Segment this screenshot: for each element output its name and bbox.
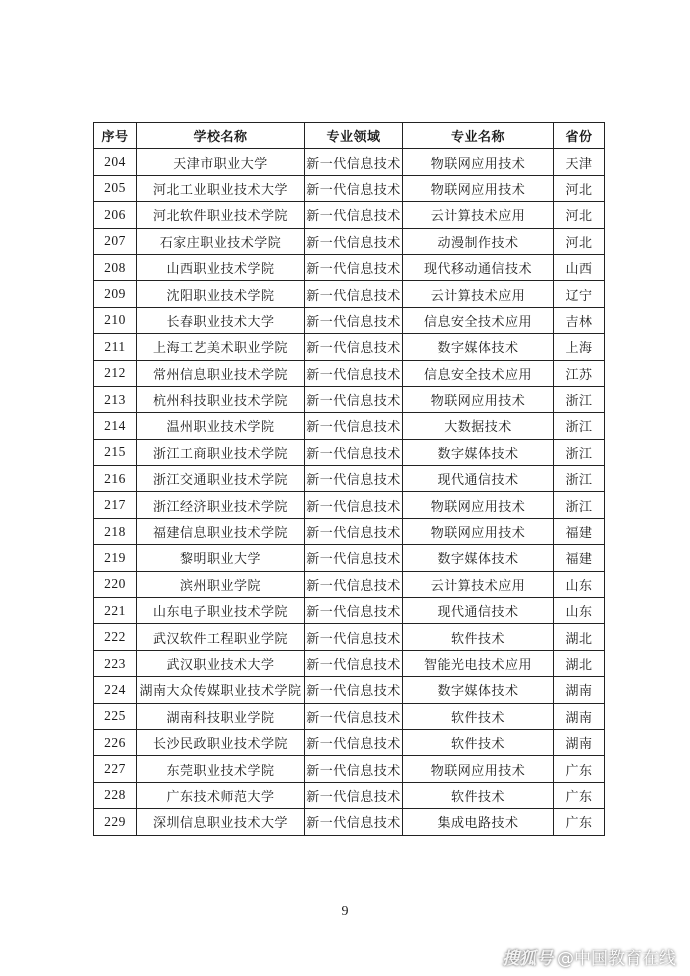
cell-no: 221 (94, 598, 137, 624)
cell-school: 山西职业技术学院 (137, 254, 305, 280)
table-header-row (94, 123, 605, 149)
cell-province: 湖南 (554, 677, 605, 703)
header-major: 专业名称 (403, 123, 554, 149)
cell-school: 山东电子职业技术学院 (137, 598, 305, 624)
cell-school: 石家庄职业技术学院 (137, 228, 305, 254)
cell-no: 214 (94, 413, 137, 439)
cell-no: 206 (94, 202, 137, 228)
table-row (94, 809, 605, 835)
cell-school: 武汉软件工程职业学院 (137, 624, 305, 650)
cell-major: 物联网应用技术 (403, 756, 554, 782)
cell-school: 长春职业技术大学 (137, 307, 305, 333)
table-row (94, 360, 605, 386)
cell-no: 216 (94, 466, 137, 492)
header-field: 专业领域 (305, 123, 403, 149)
cell-school: 河北软件职业技术学院 (137, 202, 305, 228)
cell-major: 物联网应用技术 (403, 149, 554, 175)
cell-school: 湖南大众传媒职业技术学院 (137, 677, 305, 703)
cell-field: 新一代信息技术 (305, 149, 403, 175)
cell-school: 天津市职业大学 (137, 149, 305, 175)
table-row (94, 571, 605, 597)
table-row (94, 518, 605, 544)
cell-province: 浙江 (554, 413, 605, 439)
cell-province: 河北 (554, 202, 605, 228)
cell-no: 215 (94, 439, 137, 465)
table-row (94, 598, 605, 624)
cell-province: 湖南 (554, 703, 605, 729)
cell-province: 上海 (554, 334, 605, 360)
cell-province: 广东 (554, 756, 605, 782)
table-row (94, 334, 605, 360)
table-row (94, 677, 605, 703)
cell-school: 滨州职业学院 (137, 571, 305, 597)
cell-major: 集成电路技术 (403, 809, 554, 835)
cell-major: 物联网应用技术 (403, 175, 554, 201)
cell-major: 现代通信技术 (403, 598, 554, 624)
cell-school: 深圳信息职业技术大学 (137, 809, 305, 835)
cell-no: 226 (94, 729, 137, 755)
header-province: 省份 (554, 123, 605, 149)
watermark-account: @中国教育在线 (557, 949, 676, 969)
cell-school: 温州职业技术学院 (137, 413, 305, 439)
cell-province: 山东 (554, 571, 605, 597)
cell-province: 福建 (554, 545, 605, 571)
table-row (94, 228, 605, 254)
table-row (94, 281, 605, 307)
cell-school: 河北工业职业技术大学 (137, 175, 305, 201)
table-row (94, 650, 605, 676)
cell-no: 212 (94, 360, 137, 386)
header-no: 序号 (94, 123, 137, 149)
cell-province: 天津 (554, 149, 605, 175)
cell-no: 220 (94, 571, 137, 597)
cell-no: 225 (94, 703, 137, 729)
cell-school: 湖南科技职业学院 (137, 703, 305, 729)
table-row (94, 729, 605, 755)
cell-field: 新一代信息技术 (305, 703, 403, 729)
cell-major: 软件技术 (403, 703, 554, 729)
cell-school: 广东技术师范大学 (137, 782, 305, 808)
cell-major: 智能光电技术应用 (403, 650, 554, 676)
cell-school: 黎明职业大学 (137, 545, 305, 571)
table-row (94, 545, 605, 571)
table-row (94, 149, 605, 175)
cell-major: 动漫制作技术 (403, 228, 554, 254)
cell-province: 浙江 (554, 439, 605, 465)
cell-field: 新一代信息技术 (305, 334, 403, 360)
cell-major: 软件技术 (403, 729, 554, 755)
cell-province: 山西 (554, 254, 605, 280)
watermark (502, 944, 676, 969)
cell-province: 广东 (554, 782, 605, 808)
cell-field: 新一代信息技术 (305, 228, 403, 254)
cell-province: 吉林 (554, 307, 605, 333)
cell-major: 软件技术 (403, 782, 554, 808)
cell-school: 上海工艺美术职业学院 (137, 334, 305, 360)
cell-no: 228 (94, 782, 137, 808)
table-row (94, 254, 605, 280)
cell-no: 207 (94, 228, 137, 254)
cell-province: 浙江 (554, 492, 605, 518)
cell-field: 新一代信息技术 (305, 492, 403, 518)
cell-no: 210 (94, 307, 137, 333)
table-row (94, 703, 605, 729)
cell-field: 新一代信息技术 (305, 545, 403, 571)
table-row (94, 413, 605, 439)
cell-major: 物联网应用技术 (403, 518, 554, 544)
cell-field: 新一代信息技术 (305, 729, 403, 755)
cell-field: 新一代信息技术 (305, 413, 403, 439)
cell-no: 213 (94, 386, 137, 412)
cell-field: 新一代信息技术 (305, 281, 403, 307)
cell-school: 东莞职业技术学院 (137, 756, 305, 782)
cell-school: 长沙民政职业技术学院 (137, 729, 305, 755)
cell-field: 新一代信息技术 (305, 782, 403, 808)
cell-province: 河北 (554, 175, 605, 201)
cell-major: 云计算技术应用 (403, 281, 554, 307)
cell-major: 软件技术 (403, 624, 554, 650)
cell-field: 新一代信息技术 (305, 202, 403, 228)
cell-field: 新一代信息技术 (305, 809, 403, 835)
cell-no: 208 (94, 254, 137, 280)
cell-field: 新一代信息技术 (305, 518, 403, 544)
cell-field: 新一代信息技术 (305, 650, 403, 676)
cell-no: 204 (94, 149, 137, 175)
cell-major: 数字媒体技术 (403, 677, 554, 703)
cell-no: 217 (94, 492, 137, 518)
cell-province: 河北 (554, 228, 605, 254)
cell-major: 现代通信技术 (403, 466, 554, 492)
cell-field: 新一代信息技术 (305, 677, 403, 703)
cell-field: 新一代信息技术 (305, 307, 403, 333)
cell-field: 新一代信息技术 (305, 175, 403, 201)
cell-no: 222 (94, 624, 137, 650)
cell-no: 211 (94, 334, 137, 360)
table-row (94, 466, 605, 492)
cell-field: 新一代信息技术 (305, 756, 403, 782)
cell-province: 山东 (554, 598, 605, 624)
cell-province: 江苏 (554, 360, 605, 386)
cell-field: 新一代信息技术 (305, 360, 403, 386)
cell-school: 沈阳职业技术学院 (137, 281, 305, 307)
cell-school: 浙江经济职业技术学院 (137, 492, 305, 518)
table-row (94, 307, 605, 333)
cell-major: 大数据技术 (403, 413, 554, 439)
cell-no: 229 (94, 809, 137, 835)
cell-major: 数字媒体技术 (403, 545, 554, 571)
cell-school: 常州信息职业技术学院 (137, 360, 305, 386)
cell-major: 云计算技术应用 (403, 571, 554, 597)
watermark-brand: 搜狐号 (502, 949, 553, 969)
cell-school: 浙江工商职业技术学院 (137, 439, 305, 465)
cell-field: 新一代信息技术 (305, 439, 403, 465)
cell-no: 224 (94, 677, 137, 703)
cell-major: 信息安全技术应用 (403, 360, 554, 386)
cell-no: 209 (94, 281, 137, 307)
cell-major: 信息安全技术应用 (403, 307, 554, 333)
cell-no: 205 (94, 175, 137, 201)
table-row (94, 782, 605, 808)
table-row (94, 202, 605, 228)
cell-no: 219 (94, 545, 137, 571)
cell-field: 新一代信息技术 (305, 598, 403, 624)
cell-no: 223 (94, 650, 137, 676)
cell-school: 福建信息职业技术学院 (137, 518, 305, 544)
cell-major: 数字媒体技术 (403, 334, 554, 360)
cell-province: 湖北 (554, 650, 605, 676)
cell-field: 新一代信息技术 (305, 386, 403, 412)
cell-school: 武汉职业技术大学 (137, 650, 305, 676)
cell-field: 新一代信息技术 (305, 624, 403, 650)
cell-major: 物联网应用技术 (403, 386, 554, 412)
cell-province: 广东 (554, 809, 605, 835)
cell-no: 218 (94, 518, 137, 544)
cell-province: 浙江 (554, 386, 605, 412)
cell-province: 辽宁 (554, 281, 605, 307)
page-number: 9 (341, 904, 349, 919)
cell-school: 杭州科技职业技术学院 (137, 386, 305, 412)
cell-province: 浙江 (554, 466, 605, 492)
cell-major: 物联网应用技术 (403, 492, 554, 518)
cell-field: 新一代信息技术 (305, 571, 403, 597)
cell-major: 数字媒体技术 (403, 439, 554, 465)
cell-province: 福建 (554, 518, 605, 544)
table-row (94, 756, 605, 782)
cell-province: 湖南 (554, 729, 605, 755)
table-row (94, 624, 605, 650)
header-school: 学校名称 (137, 123, 305, 149)
table-row (94, 175, 605, 201)
cell-major: 云计算技术应用 (403, 202, 554, 228)
table-row (94, 492, 605, 518)
school-major-table (93, 122, 605, 836)
cell-school: 浙江交通职业技术学院 (137, 466, 305, 492)
cell-province: 湖北 (554, 624, 605, 650)
table-row (94, 439, 605, 465)
table-row (94, 386, 605, 412)
cell-field: 新一代信息技术 (305, 254, 403, 280)
cell-no: 227 (94, 756, 137, 782)
cell-major: 现代移动通信技术 (403, 254, 554, 280)
cell-field: 新一代信息技术 (305, 466, 403, 492)
